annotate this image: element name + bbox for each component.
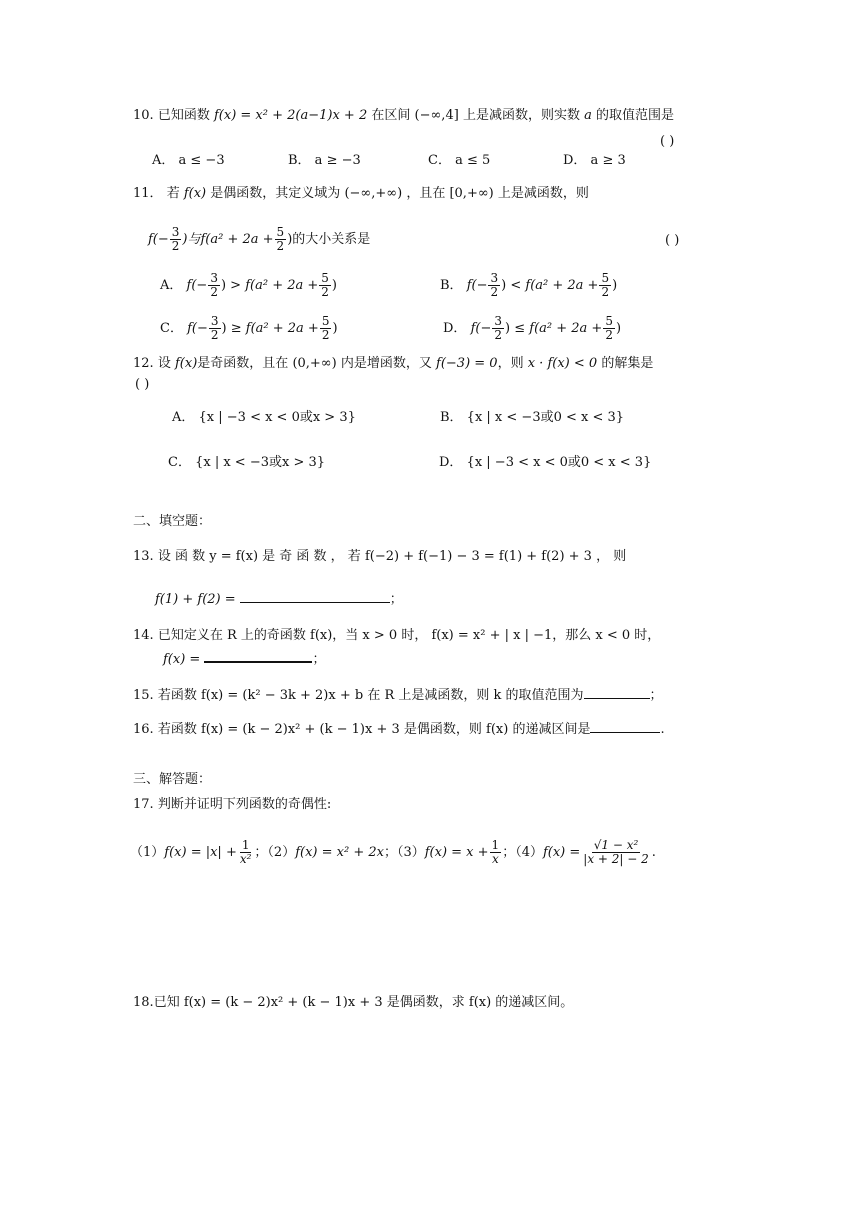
q18-stem xyxy=(133,994,573,1012)
opt-close: ) xyxy=(501,278,511,293)
opt-relation: > xyxy=(230,278,242,293)
opt-left: f(− xyxy=(466,278,488,293)
option-label: C． xyxy=(160,321,183,336)
q14-number: 14. xyxy=(133,628,154,643)
q17-parts xyxy=(130,835,656,871)
q11-option-d xyxy=(443,315,621,343)
frac-numerator: 3 xyxy=(210,271,218,285)
q11-fx: f(x) xyxy=(183,186,207,201)
q12-option-a: A． {x | −3 < x < 0或x > 3} xyxy=(172,410,356,425)
frac-denominator: 2 xyxy=(210,328,219,342)
frac-numerator: 3 xyxy=(171,225,180,239)
opt-close: ) xyxy=(505,321,515,336)
q13-expression: f(1) + f(2) = xyxy=(155,592,236,607)
q12-fx: f(x) xyxy=(174,356,198,371)
q10-option-a: A． a ≤ −3 xyxy=(152,153,225,168)
q11-number: 11． xyxy=(133,186,163,201)
frac-numerator: 3 xyxy=(490,271,499,285)
frac-3-2 xyxy=(492,315,504,342)
q12-text-e: 的解集是 xyxy=(601,356,654,371)
q12-inequality: x · f(x) < 0 xyxy=(527,356,598,371)
frac-denominator: 2 xyxy=(171,239,180,253)
q11-f-right: ) xyxy=(287,232,293,247)
frac-numerator: 3 xyxy=(494,314,502,328)
frac-numerator: 1 xyxy=(491,838,500,852)
q11-f-mid: )与f(a² + 2a + xyxy=(182,232,274,247)
frac-denominator: x xyxy=(491,852,499,866)
q17-part1-label: （1） xyxy=(130,845,165,860)
q18-number: 18. xyxy=(133,995,154,1010)
option-label: A． xyxy=(160,278,183,293)
q17-part4-frac xyxy=(581,839,651,866)
frac-numerator: 5 xyxy=(321,314,330,328)
frac-numerator: 1 xyxy=(241,838,250,852)
q13-number: 13. xyxy=(133,549,154,564)
option-label: B． xyxy=(440,278,463,293)
q11-text-a: 若 xyxy=(166,186,180,201)
frac-denominator: x² xyxy=(239,852,252,866)
q11-domain: (−∞,+∞) xyxy=(344,186,403,201)
q14-answer-line xyxy=(163,651,325,669)
q17-part4-expr: f(x) = xyxy=(542,845,581,860)
q13-answer-blank[interactable] xyxy=(240,602,390,603)
q12-text-c: 内是增函数，又 xyxy=(340,356,432,371)
section-solve-heading: 三、解答题： xyxy=(133,772,212,787)
q10-formula: f(x) = x² + 2(a−1)x + 2 xyxy=(213,108,368,123)
opt-right: ) xyxy=(331,278,337,293)
q11-frac-3-2 xyxy=(170,226,182,253)
opt-right: ) xyxy=(612,278,618,293)
q17-part1-expr: f(x) = |x| + xyxy=(164,845,237,860)
q16-number: 16. xyxy=(133,722,154,737)
opt-left: f(− xyxy=(187,321,208,336)
opt-relation: ≤ xyxy=(514,321,526,336)
frac-numerator: 5 xyxy=(601,271,610,285)
frac-numerator: 5 xyxy=(276,225,285,239)
q10-stem xyxy=(133,107,674,125)
q12-option-d: D． {x | −3 < x < 0或0 < x < 3} xyxy=(439,455,652,470)
q10-answer-paren: ( ) xyxy=(660,134,675,149)
frac-denominator: 2 xyxy=(605,328,613,342)
q10-text-d: 的取值范围是 xyxy=(596,108,675,123)
q17-part3-expr: f(x) = x + xyxy=(424,845,489,860)
frac-denominator: |x + 2| − 2 xyxy=(583,852,649,866)
frac-denominator: 2 xyxy=(601,285,610,299)
q13-answer-line xyxy=(155,591,403,609)
opt-relation: ≥ xyxy=(230,321,242,336)
q12-text-d: ，则 xyxy=(497,356,524,371)
q10-option-c: C． a ≤ 5 xyxy=(428,153,491,168)
q15-stem xyxy=(133,687,663,705)
opt-mid: f(a² + 2a + xyxy=(521,278,599,293)
q17-number: 17. xyxy=(133,797,154,812)
q11-text-c: ，且在 xyxy=(406,186,446,201)
q17-part2-label: ；（2） xyxy=(254,845,296,860)
q12-stem xyxy=(133,355,653,373)
frac-3-2 xyxy=(208,272,220,299)
opt-mid: f(a² + 2a + xyxy=(525,321,603,336)
q12-text-b: 是奇函数，且在 xyxy=(197,356,289,371)
frac-numerator: 5 xyxy=(605,314,613,328)
q11-option-a xyxy=(160,272,337,300)
q12-option-c: C． {x | x < −3或x > 3} xyxy=(168,455,326,470)
q11-stem xyxy=(133,185,589,203)
q15-answer-blank[interactable] xyxy=(584,698,650,699)
section-fill-in-heading: 二、填空题： xyxy=(133,514,212,529)
q10-text-a: 已知函数 xyxy=(157,108,210,123)
q17-part2-expr: f(x) = x² + 2x xyxy=(295,845,384,860)
opt-close: ) xyxy=(220,278,231,293)
frac-denominator: 2 xyxy=(494,328,502,342)
q10-text-c: 上是减函数，则实数 xyxy=(462,108,580,123)
q13-stem xyxy=(133,548,626,566)
q14-tail: ； xyxy=(312,652,326,667)
opt-relation: < xyxy=(510,278,522,293)
q10-interval: (−∞,4] xyxy=(414,108,459,123)
q18-text: 已知 f(x) = (k − 2)x² + (k − 1)x + 3 是偶函数，求 f(x) 的递减区间。 xyxy=(153,995,574,1010)
q12-answer-paren: ( ) xyxy=(135,377,150,392)
q16-text: 若函数 f(x) = (k − 2)x² + (k − 1)x + 3 是偶函数，则 f(x) 的递减区间是 xyxy=(157,722,591,737)
frac-5-2 xyxy=(603,315,615,342)
q15-tail: ； xyxy=(649,688,663,703)
opt-left: f(− xyxy=(470,321,492,336)
frac-denominator: 2 xyxy=(321,285,329,299)
frac-denominator: 2 xyxy=(490,285,499,299)
q14-expression: f(x) = xyxy=(163,652,201,667)
q17-part1-frac xyxy=(238,839,254,866)
q11-answer-paren: ( ) xyxy=(665,233,680,248)
q14-line1: 已知定义在 R 上的奇函数 f(x)，当 x > 0 时， f(x) = x² + | x | −1，那么 x < 0 时， xyxy=(157,628,661,643)
q14-answer-blank[interactable] xyxy=(204,661,312,663)
frac-numerator: √1 − x² xyxy=(593,838,639,852)
q11-option-c xyxy=(160,315,338,343)
frac-numerator: 5 xyxy=(321,271,329,285)
frac-5-2 xyxy=(599,272,611,299)
q11-interval: [0,+∞) xyxy=(449,186,494,201)
q13-tail: ； xyxy=(389,592,403,607)
q17-part3-label: ；（3） xyxy=(383,845,425,860)
q16-answer-blank[interactable] xyxy=(590,732,660,733)
q11-compare-line xyxy=(148,226,370,254)
q10-number: 10. xyxy=(133,108,154,123)
q11-f-left: f(− xyxy=(148,232,169,247)
opt-close: ) xyxy=(221,321,231,336)
opt-mid: f(a² + 2a + xyxy=(241,278,319,293)
q12-number: 12. xyxy=(133,356,154,371)
q17-text: 判断并证明下列函数的奇偶性: xyxy=(157,797,332,812)
opt-right: ) xyxy=(615,321,622,336)
frac-denominator: 2 xyxy=(276,239,285,253)
q14-stem xyxy=(133,627,660,645)
option-label: D． xyxy=(443,321,467,336)
q11-text-tail: 的大小关系是 xyxy=(292,232,371,247)
frac-numerator: 3 xyxy=(210,314,219,328)
q11-option-b xyxy=(440,272,617,300)
frac-5-2 xyxy=(319,272,331,299)
q15-number: 15. xyxy=(133,688,154,703)
q13-line1: 设 函 数 y = f(x) 是 奇 函 数 ， 若 f(−2) + f(−1) − 3 = f(1) + f(2) + 3 ， 则 xyxy=(157,549,627,564)
frac-3-2 xyxy=(209,315,221,342)
opt-left: f(− xyxy=(186,278,208,293)
q10-var: a xyxy=(584,108,592,123)
q17-part3-frac xyxy=(490,839,502,866)
q11-text-d: 上是减函数，则 xyxy=(497,186,589,201)
opt-mid: f(a² + 2a + xyxy=(241,321,319,336)
opt-right: ) xyxy=(332,321,338,336)
q10-option-d: D． a ≥ 3 xyxy=(563,153,626,168)
q12-interval: (0,+∞) xyxy=(292,356,337,371)
q17-stem xyxy=(133,796,331,814)
q11-text-b: 是偶函数，其定义域为 xyxy=(210,186,341,201)
frac-5-2 xyxy=(320,315,332,342)
q12-condition: f(−3) = 0 xyxy=(436,356,498,371)
frac-denominator: 2 xyxy=(210,285,218,299)
q17-part4-label: ；（4） xyxy=(502,845,543,860)
q16-stem xyxy=(133,721,665,739)
q15-text: 若函数 f(x) = (k² − 3k + 2)x + b 在 R 上是减函数，则 k 的取值范围为 xyxy=(157,688,584,703)
q10-text-b: 在区间 xyxy=(371,108,411,123)
q11-frac-5-2 xyxy=(275,226,287,253)
frac-3-2 xyxy=(488,272,500,299)
q12-option-b: B． {x | x < −3或0 < x < 3} xyxy=(440,410,625,425)
q12-text-a: 设 xyxy=(157,356,171,371)
q17-end: . xyxy=(651,845,656,860)
frac-denominator: 2 xyxy=(321,328,330,342)
q10-option-b: B． a ≥ −3 xyxy=(288,153,361,168)
q16-tail: . xyxy=(660,722,665,737)
